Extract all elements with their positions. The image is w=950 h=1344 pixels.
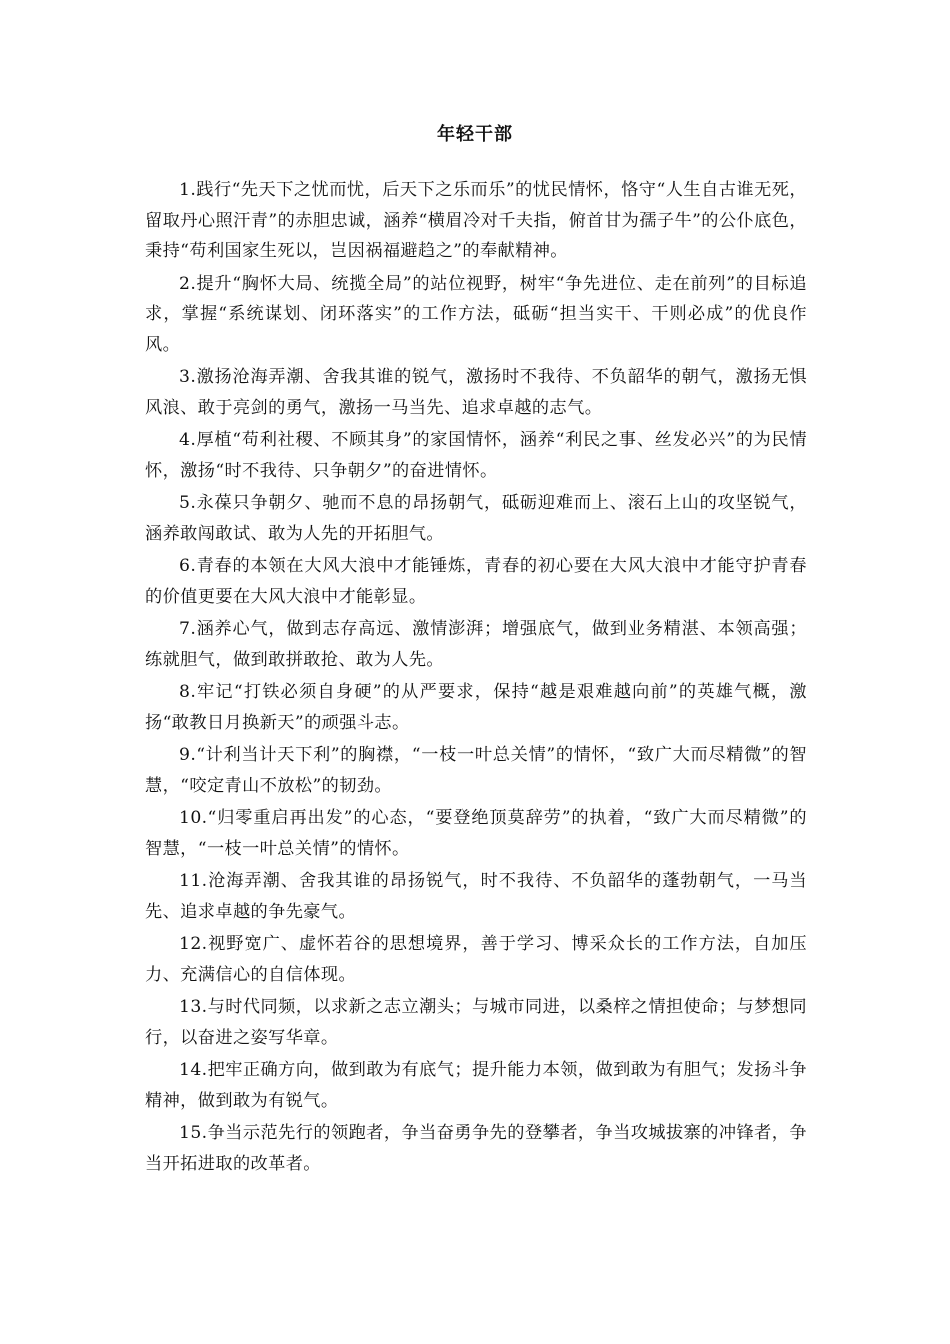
- list-item-5: 5.永葆只争朝夕、驰而不息的昂扬朝气，砥砺迎难而上、滚石上山的攻坚锐气，涵养敢闯敢试、敢为人先的开拓胆气。: [145, 493, 807, 544]
- list-item-13: 13.与时代同频，以求新之志立潮头；与城市同进，以桑梓之情担使命；与梦想同行，以奋进之姿写华章。: [145, 997, 807, 1048]
- list-item-2: 2.提升“胸怀大局、统揽全局”的站位视野，树牢“争先进位、走在前列”的目标追求，掌握“系统谋划、闭环落实”的工作方法，砥砺“担当实干、干则必成”的优良作风。: [145, 273, 807, 355]
- list-item-15: 15.争当示范先行的领跑者，争当奋勇争先的登攀者，争当攻城拔寨的冲锋者，争当开拓进取的改革者。: [145, 1123, 807, 1174]
- list-item-3: 3.激扬沧海弄潮、舍我其谁的锐气，激扬时不我待、不负韶华的朝气，激扬无惧风浪、敢于亮剑的勇气，激扬一马当先、追求卓越的志气。: [145, 367, 807, 418]
- list-item-9: 9.“计利当计天下利”的胸襟，“一枝一叶总关情”的情怀，“致广大而尽精微”的智慧，“咬定青山不放松”的韧劲。: [145, 745, 807, 796]
- list-item-10: 10.“归零重启再出发”的心态，“要登绝顶莫辞劳”的执着，“致广大而尽精微”的智慧，“一枝一叶总关情”的情怀。: [145, 808, 807, 859]
- list-item-14: 14.把牢正确方向，做到敢为有底气；提升能力本领，做到敢为有胆气；发扬斗争精神，做到敢为有锐气。: [145, 1060, 807, 1111]
- list-item-4: 4.厚植“苟利社稷、不顾其身”的家国情怀，涵养“利民之事、丝发必兴”的为民情怀，激扬“时不我待、只争朝夕”的奋进情怀。: [145, 430, 807, 481]
- list-item-1: 1.践行“先天下之忧而忧，后天下之乐而乐”的忧民情怀，恪守“人生自古谁无死，留取丹心照汗青”的赤胆忠诚，涵养“横眉冷对千夫指，俯首甘为孺子牛”的公仆底色，秉持“苟利国家生死以，岂因祸福避趋之”的奉献精神。: [145, 180, 807, 261]
- list-item-12: 12.视野宽广、虚怀若谷的思想境界，善于学习、博采众长的工作方法，自加压力、充满信心的自信体现。: [145, 934, 807, 985]
- document-body: [145, 175, 807, 1181]
- list-item-7: 7.涵养心气，做到志存高远、激情澎湃；增强底气，做到业务精湛、本领高强；练就胆气，做到敢拼敢抢、敢为人先。: [145, 619, 807, 670]
- page-title: 年轻干部: [437, 124, 513, 145]
- list-item-8: 8.牢记“打铁必须自身硬”的从严要求，保持“越是艰难越向前”的英雄气概，激扬“敢教日月换新天”的顽强斗志。: [145, 682, 807, 733]
- list-item-11: 11.沧海弄潮、舍我其谁的昂扬锐气，时不我待、不负韶华的蓬勃朝气，一马当先、追求卓越的争先豪气。: [145, 871, 807, 922]
- list-item-6: 6.青春的本领在大风大浪中才能锤炼，青春的初心要在大风大浪中才能守护青春的价值更要在大风大浪中才能彰显。: [145, 556, 807, 607]
